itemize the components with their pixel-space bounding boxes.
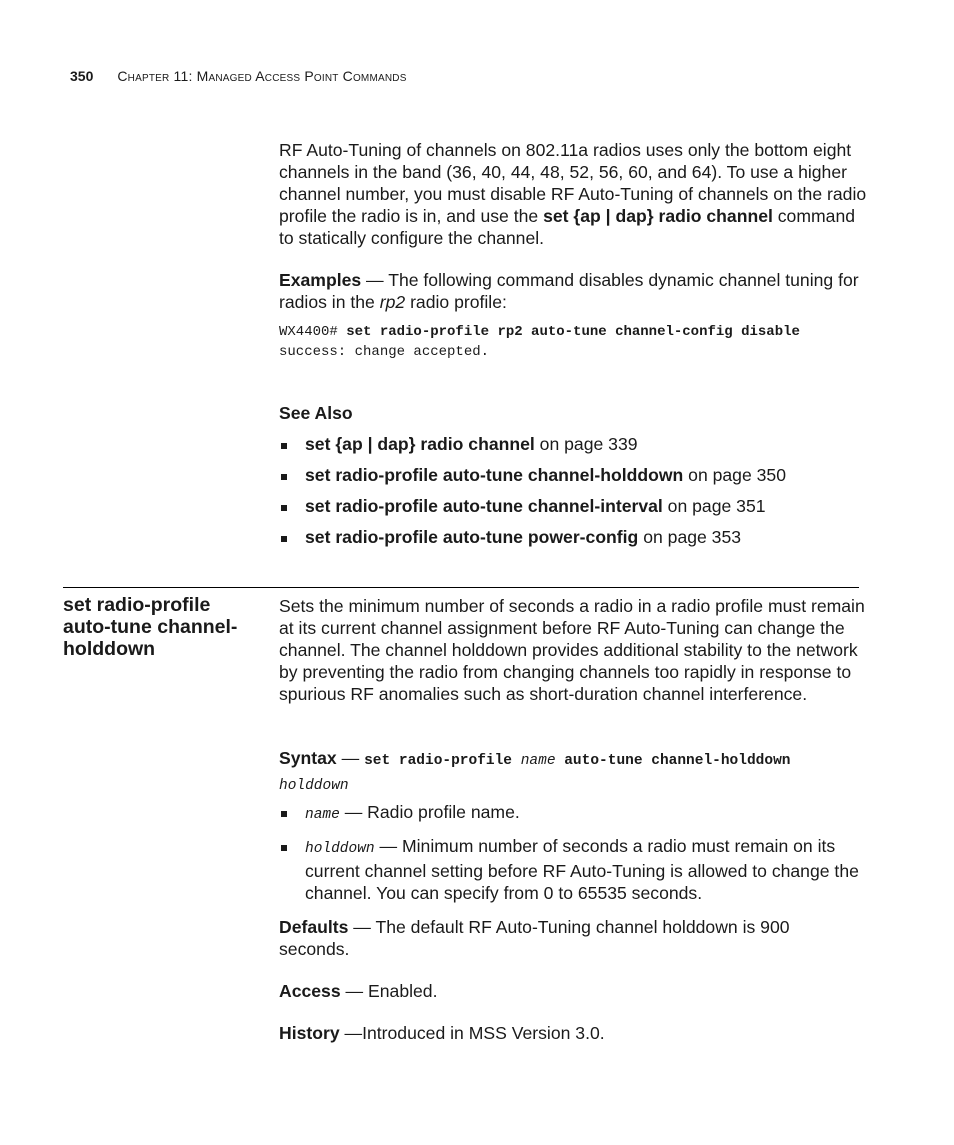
param-desc: — Minimum number of seconds a radio must remain on its current channel setting before RF Auto-Tuning is allowed to change the channel. You can specify from 0 to 65535 seconds. bbox=[305, 836, 859, 903]
syntax-command: set radio-profile bbox=[364, 753, 521, 769]
intro-paragraph bbox=[279, 139, 869, 249]
access-text: — Enabled. bbox=[340, 981, 438, 1001]
intro-text: RF Auto-Tuning of channels on 802.11a radios uses only the bottom eight channels in the band (36, 40, 44, 48, 52, 56, 60, and 64). To use a higher channel number, you must disable RF Auto-Tuning of channels on the radio profile the radio is in, and use the bbox=[279, 140, 867, 226]
examples-text-end: radio profile: bbox=[405, 292, 507, 312]
see-also-item bbox=[279, 495, 869, 517]
syntax-command-rest: auto-tune channel-holddown bbox=[555, 753, 791, 769]
page-number: 350 bbox=[70, 68, 94, 84]
see-also-ref: on page 339 bbox=[534, 434, 638, 454]
syntax-dash: — bbox=[336, 748, 365, 768]
section-description: Sets the minimum number of seconds a radio in a radio profile must remain at its current channel assignment before RF Auto-Tuning can change the channel. The channel holddown provides additional stability to the network by preventing the radio from changing channels too rapidly in response to spurious RF anomalies such as short-duration channel interference. bbox=[279, 596, 865, 704]
section-title: set radio-profile auto-tune channel-holddown bbox=[63, 594, 238, 660]
see-also-cmd: set radio-profile auto-tune channel-holddown bbox=[305, 465, 684, 485]
syntax-line bbox=[279, 747, 869, 797]
examples-paragraph bbox=[279, 269, 869, 313]
see-also-item bbox=[279, 433, 869, 455]
see-also-cmd: set radio-profile auto-tune channel-interval bbox=[305, 496, 663, 516]
see-also-cmd: set radio-profile auto-tune power-config bbox=[305, 527, 639, 547]
defaults-label: Defaults bbox=[279, 917, 349, 937]
code-command: set radio-profile rp2 auto-tune channel-config disable bbox=[346, 324, 800, 340]
see-also-ref: on page 350 bbox=[683, 465, 786, 485]
defaults-text: — The default RF Auto-Tuning channel holddown is 900 seconds. bbox=[279, 917, 790, 959]
intro-command: set {ap | dap} radio channel bbox=[543, 206, 773, 226]
access-paragraph bbox=[279, 980, 869, 1002]
see-also-list bbox=[279, 433, 869, 548]
access-label: Access bbox=[279, 981, 341, 1001]
history-text: —Introduced in MSS Version 3.0. bbox=[339, 1023, 605, 1043]
page-header bbox=[70, 67, 407, 85]
see-also-heading: See Also bbox=[279, 403, 353, 423]
examples-text: — The following command disables dynamic channel tuning for radios in the bbox=[279, 270, 859, 312]
params-list bbox=[279, 801, 869, 904]
param-item bbox=[279, 835, 869, 904]
syntax-arg-holddown: holddown bbox=[279, 778, 349, 794]
defaults-paragraph bbox=[279, 916, 839, 960]
examples-label: Examples bbox=[279, 270, 362, 290]
syntax-arg-name: name bbox=[520, 753, 556, 769]
code-command-line bbox=[279, 322, 819, 342]
intro-text-end: command to statically configure the channel. bbox=[279, 206, 856, 248]
history-label: History bbox=[279, 1023, 340, 1043]
see-also-ref: on page 353 bbox=[638, 527, 742, 547]
section-divider bbox=[63, 587, 859, 588]
param-item bbox=[279, 801, 869, 826]
param-name: name bbox=[305, 807, 340, 823]
chapter-title: Chapter 11: Managed Access Point Commands bbox=[117, 68, 407, 84]
code-example bbox=[279, 322, 819, 362]
code-output: success: change accepted. bbox=[279, 344, 490, 360]
code-prompt: WX4400# bbox=[279, 324, 347, 340]
syntax-label: Syntax bbox=[279, 748, 337, 768]
param-desc: — Radio profile name. bbox=[339, 802, 520, 822]
param-name: holddown bbox=[305, 841, 375, 857]
see-also-item bbox=[279, 526, 869, 548]
see-also-item bbox=[279, 464, 869, 486]
history-paragraph bbox=[279, 1022, 869, 1044]
see-also-ref: on page 351 bbox=[662, 496, 766, 516]
examples-profile: rp2 bbox=[379, 292, 406, 312]
see-also-cmd: set {ap | dap} radio channel bbox=[305, 434, 535, 454]
